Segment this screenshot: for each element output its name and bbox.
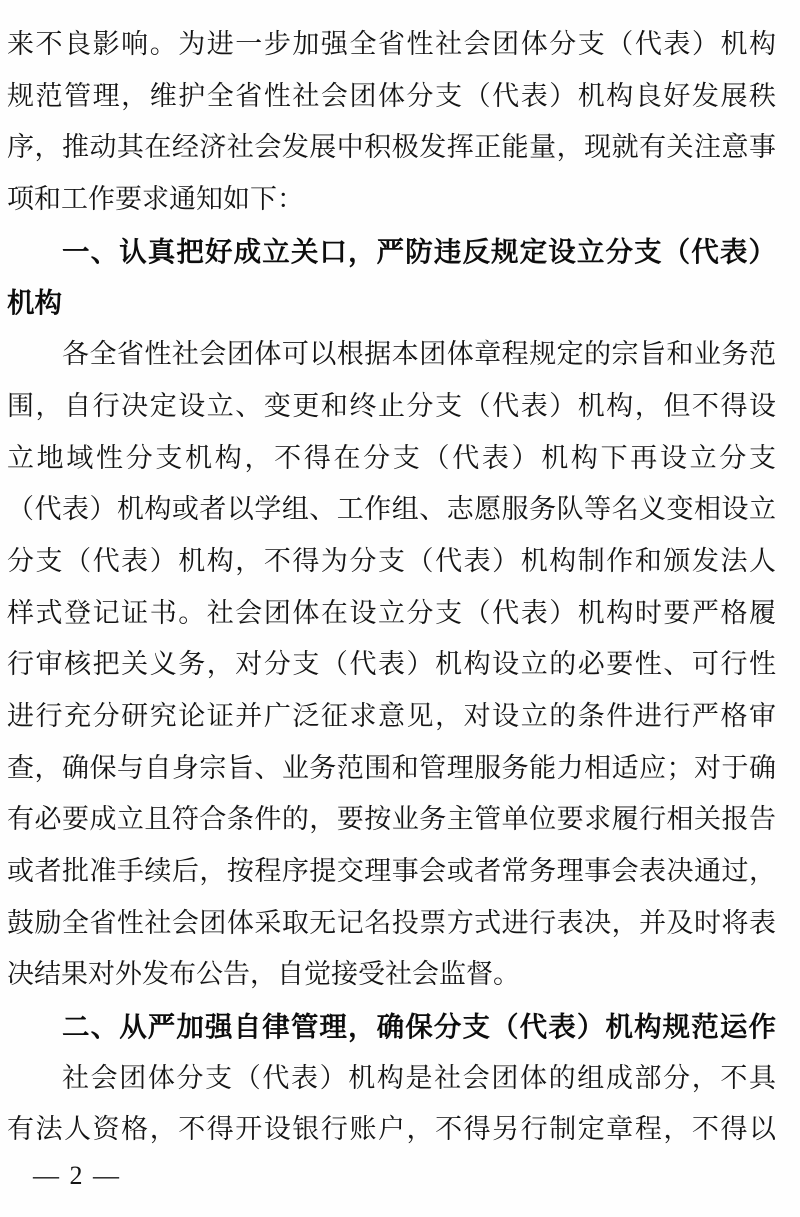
body-text-line: 鼓励全省性社会团体采取无记名投票方式进行表决，并及时将表	[7, 907, 776, 938]
body-text-line: 样式登记证书。社会团体在设立分支（代表）机构时要严格履	[7, 597, 776, 628]
body-text-line: 规范管理，维护全省性社会团体分支（代表）机构良好发展秩	[7, 80, 776, 111]
body-text-line: 来不良影响。为进一步加强全省性社会团体分支（代表）机构	[7, 29, 776, 59]
section-heading-line: 二、从严加强自律管理，确保分支（代表）机构规范运作	[62, 1011, 776, 1043]
body-text-line: 决结果对外发布公告，自觉接受社会监督。	[7, 959, 520, 990]
body-text-line: 分支（代表）机构，不得为分支（代表）机构制作和颁发法人	[7, 545, 776, 576]
body-text-line: 有必要成立且符合条件的，要按业务主管单位要求履行相关报告	[7, 804, 776, 835]
document-body	[7, 19, 776, 1156]
body-text-line: 项和工作要求通知如下：	[7, 184, 304, 215]
body-text-line: 社会团体分支（代表）机构是社会团体的组成部分，不具	[62, 1062, 776, 1093]
body-text-line: 各全省性社会团体可以根据本团体章程规定的宗旨和业务范	[62, 339, 776, 370]
body-text-line: 查，确保与自身宗旨、业务范围和管理服务能力相适应；对于确	[7, 752, 776, 783]
body-text-line: 围，自行决定设立、变更和终止分支（代表）机构，但不得设	[7, 390, 776, 421]
body-text-line: 立地域性分支机构，不得在分支（代表）机构下再设立分支	[7, 442, 776, 473]
body-text-line: 或者批准手续后，按程序提交理事会或者常务理事会表决通过，	[7, 856, 776, 886]
body-text-line: 行审核把关义务，对分支（代表）机构设立的必要性、可行性	[7, 649, 776, 680]
body-text-line: （代表）机构或者以学组、工作组、志愿服务队等名义变相设立	[7, 494, 776, 525]
section-heading-line: 机构	[7, 287, 62, 319]
body-text-line: 有法人资格，不得开设银行账户，不得另行制定章程，不得以	[7, 1114, 776, 1145]
page-number: — 2 —	[33, 1161, 119, 1190]
body-text-line: 序，推动其在经济社会发展中积极发挥正能量，现就有关注意事	[7, 132, 776, 163]
section-heading-line: 一、认真把好成立关口，严防违反规定设立分支（代表）	[62, 235, 776, 267]
body-text-line: 进行充分研究论证并广泛征求意见，对设立的条件进行严格审	[7, 700, 776, 731]
